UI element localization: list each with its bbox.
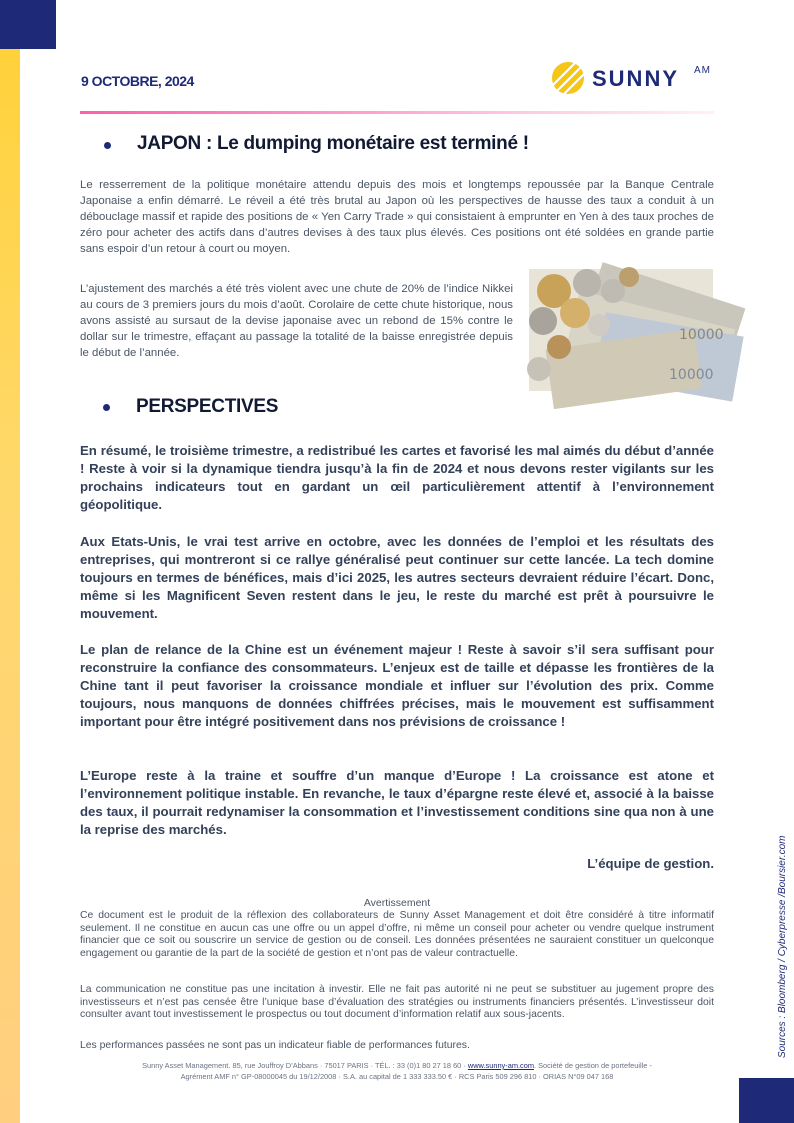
disclaimer-paragraph-1: Ce document est le produit de la réflexion des collaborateurs de Sunny Asset Management et doit être considéré à titre informatif seulement. Il ne constitue en aucun cas une offre ou un appel d’offre, ni même un conseil pour acheter ou vendre quelque instrument financier que ce soit ou souscrire un service de gestion ou de conseil. Les données présentées ne sauraient constituer un quelconque engagement ou garantie de la part de la société de gestion et n’ont pas de valeur contractuelle. [80, 910, 714, 959]
svg-text:10000: 10000 [669, 367, 714, 383]
header-divider [80, 111, 714, 114]
yen-banknotes-photo [529, 269, 724, 391]
sources-credit: Sources : Bloomberg / Cyberpresse /Boursier.com [777, 835, 788, 1058]
paragraph-perspectives-1: En résumé, le troisième trimestre, a redistribué les cartes et favorisé les mal aimés du début d’année ! Reste à voir si la dynamique tiendra jusqu’à la fin de 2024 et nous devons rester vigilants sur les prochains indicateurs tout en gardant un œil particulièrement attentif à l’environnement géopolitique. [80, 443, 714, 512]
corner-block-top-left [0, 0, 56, 49]
paragraph-perspectives-4: L’Europe reste à la traine et souffre d’un manque d’Europe ! La croissance est atone et l’environnement politique instable. En revanche, le taux d’épargne reste élevé et, associé à la baisse des taux, il pourrait redynamiser la consommation et l’investissement conditions sine qua non à une la reprise des marchés. [80, 768, 714, 837]
bullet-icon [103, 404, 110, 411]
logo-wordmark: SUNNY [592, 66, 680, 91]
bullet-icon [104, 142, 111, 149]
paragraph-perspectives-3: Le plan de relance de la Chine est un événement majeur ! Reste à savoir s’il sera suffisant pour reconstruire la confiance des consommateurs. L’enjeux est de taille et dépasse les frontières de la Chine tant il peut favoriser la croissance mondiale et influer sur l’évolution des prix. Comme toujours, nous manquons de données chiffrées précises, mais le mouvement est suffisamment important pour être intégré positivement dans nos prévisions de croissance ! [80, 642, 714, 729]
disclaimer-title: Avertissement [363, 897, 431, 909]
website-link[interactable]: www.sunny-am.com [467, 1061, 534, 1070]
footer-line1-suffix: . Société de gestion de portefeuille - [534, 1061, 652, 1070]
publication-date: 9 OCTOBRE, 2024 [81, 73, 194, 89]
paragraph-japon-2: L’ajustement des marchés a été très violent avec une chute de 20% de l’indice Nikkei au cours de 3 premiers jours du mois d’août. Corolaire de cette chute historique, nous avons assisté au sursaut de la devise japonaise avec un rebond de 15% contre le dollar sur le trimestre, effaçant au passage la totalité de la baisse enregistrée depuis le début de l’année. [80, 283, 513, 359]
section-title-perspectives: PERSPECTIVES [136, 396, 279, 417]
svg-text:10000: 10000 [679, 327, 724, 343]
disclaimer-paragraph-3: Les performances passées ne sont pas un indicateur fiable de performances futures. [80, 1040, 470, 1051]
paragraph-japon-1: Le resserrement de la politique monétaire attendu depuis des mois et longtemps repoussée par la Banque Centrale Japonaise a enfin démarré. Le réveil a été très brutal au Japon où les perspectives de hausse des taux a conduit à un débouclage massif et rapide des positions de « Yen Carry Trade » qui consistaient à emprunter en Yen à des taux proches de zéro pour acheter des actifs dans d’autres devises à des taux plus élevés. Ces positions ont été soldées en grande partie sans espoir d’un retour à court ou moyen. [80, 179, 714, 255]
paragraph-perspectives-2: Aux Etats-Unis, le vrai test arrive en octobre, avec les données de l’emploi et les résultats des entreprises, qui montreront si ce rallye généralisé peut continuer sur cette lancée. La tech domine toujours en termes de bénéfices, mais d’ici 2025, les autres secteurs devraient réduire l’écart. Donc, même si les Magnificent Seven restent dans le jeu, le reste du marché est prêt à poursuivre le mouvement. [80, 534, 714, 621]
sun-logo-icon [552, 62, 584, 94]
corner-block-bottom-right [739, 1078, 794, 1123]
section-title-japon: JAPON : Le dumping monétaire est terminé ! [137, 133, 529, 154]
side-gradient-bar [0, 49, 20, 1123]
footer-line1-prefix: Sunny Asset Management. 85, rue Jouffroy D’Abbans · 75017 PARIS · TÉL. : 33 (0)1 80 27 18 60 · [142, 1061, 468, 1070]
disclaimer-paragraph-2: La communication ne constitue pas une incitation à investir. Elle ne fait pas autorité ni ne peut se substituer au jugement propre des investisseurs et n’est pas censée être l’unique base d’évaluation des stratégies ou instruments financiers présentés. L’investisseur doit consulter avant tout investissement le prospectus ou tout document d’information relatif aux sous-jacents. [80, 984, 714, 1020]
logo-suffix: AM [694, 65, 711, 76]
signature: L’équipe de gestion. [587, 856, 714, 871]
sunny-am-logo [552, 62, 722, 96]
footer-address [80, 1061, 714, 1082]
footer-line2: Agrément AMF n° GP-08000045 du 19/12/2008 · S.A. au capital de 1 333 333.50 € · RCS Paris 509 296 810 · ORIAS N°09 047 168 [180, 1071, 614, 1081]
